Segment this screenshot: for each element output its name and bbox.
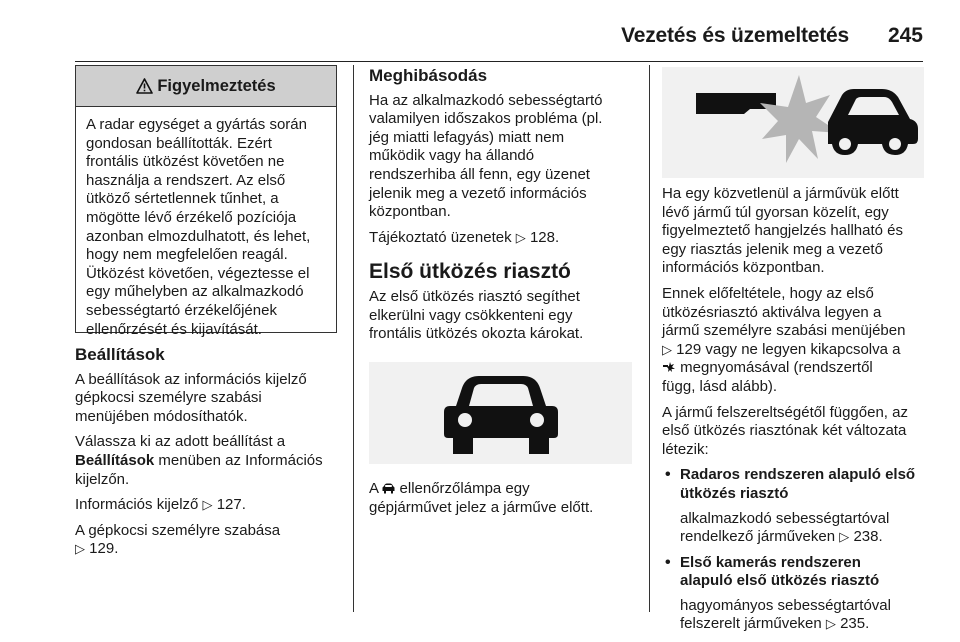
warning-line: frontális ütközést követően ne (86, 153, 285, 171)
collision-icon (662, 67, 924, 178)
paragraph: Válassza ki az adott beállítást a Beállítások menüben az Információs kijelzőn. (75, 433, 323, 488)
collision-illustration (662, 67, 924, 178)
paragraph: Ha egy közvetlenül a járművük előtt lévő jármű túl gyorsan közelít, egy figyelmeztető hangjelzés hallható és egy riasztás jelenik meg a vezető információs központban. (662, 185, 903, 277)
column-divider (649, 65, 650, 612)
page-ref-icon: ▷ (75, 541, 85, 557)
page-header (75, 12, 923, 52)
vehicle-ahead-indicator-image (369, 362, 632, 464)
warning-title: Figyelmeztetés (157, 76, 276, 95)
warning-line: ütköző sértetlennek tűnhet, a (86, 190, 279, 208)
warning-box (75, 65, 337, 338)
paragraph: Ennek előfeltétele, hogy az első ütközésriasztó aktiválva legyen a jármű személyre szabási menüjében ▷ 129 vagy ne legyen kikapcsolva a megnyomásával (rendszertől függ, lásd alább). (662, 284, 906, 395)
cross-reference[interactable]: Információs kijelző ▷ 127. (75, 496, 246, 514)
car-front-icon (369, 362, 632, 464)
section-title-forward-collision-alert: Első ütközés riasztó (369, 260, 571, 284)
paragraph: Az első ütközés riasztó segíthet elkerülni vagy csökkenteni egy frontális ütközés okozta károkat. (369, 287, 584, 343)
page-number: 245 (887, 24, 923, 47)
list-item: • Első kamerás rendszeren alapuló első ütközés riasztó (662, 554, 928, 591)
list-item: • Radaros rendszeren alapuló első ütközés riasztó (662, 466, 928, 503)
right-column (662, 185, 928, 641)
paragraph: A ellenőrzőlámpa egy gépjárművet jelez a járműve előtt. (369, 480, 594, 516)
section-heading-settings: Beállítások (75, 345, 165, 364)
section-heading-malfunction: Meghibásodás (369, 66, 488, 85)
warning-header (76, 66, 336, 107)
warning-text (76, 107, 336, 339)
left-column (75, 346, 345, 566)
cross-reference[interactable]: alkalmazkodó sebességtartóval rendelkező járműveken ▷ 238. (680, 509, 890, 546)
cross-reference[interactable]: Tájékoztató üzenetek ▷ 128. (369, 228, 560, 246)
menu-name-settings: Beállítások (75, 451, 155, 469)
warning-line: sebességtartó érzékelőjének (86, 301, 277, 319)
page-ref-icon: ▷ (839, 529, 850, 545)
page-ref-icon: ▷ (825, 616, 836, 632)
car-front-small-icon (382, 483, 395, 494)
collision-button-icon (662, 361, 676, 373)
header-title: Vezetés és üzemeltetés (621, 24, 849, 47)
paragraph: A beállítások az információs kijelző gépkocsi személyre szabási menüjében módosíthatók. (75, 370, 307, 425)
middle-column (369, 67, 641, 351)
warning-line: hogy nem megfelelően reagál. (86, 246, 288, 264)
warning-line: mögötte lévő érzékelő pozíciója (86, 208, 297, 226)
warning-line: Ütközést követően, végeztesse el (86, 264, 310, 282)
warning-line: használja a rendszert. Az első (86, 171, 286, 189)
middle-column-bottom (369, 480, 641, 524)
warning-line: azonban elmozdulhatott, és lehet, (86, 227, 311, 245)
cross-reference[interactable]: A gépkocsi személyre szabása ▷ 129. (75, 521, 281, 558)
header-rule (75, 61, 923, 62)
page-ref-icon: ▷ (515, 229, 526, 245)
cross-reference[interactable]: hagyományos sebességtartóval felszerelt járműveken ▷ 235. (680, 596, 891, 633)
paragraph: A jármű felszereltségétől függően, az első ütközés riasztónak két változata létezik: (662, 403, 908, 458)
page-ref-icon: ▷ (662, 341, 672, 357)
page-ref-icon: ▷ (202, 497, 213, 513)
paragraph: Ha az alkalmazkodó sebességtartó valamilyen időszakos probléma (pl. jég miatti lefagyás) miatt nem működik vagy ha állandó rendszerhiba áll fenn, egy üzenet jelenik meg a vezető információs központban. (369, 91, 603, 221)
warning-line: gondosan beállították. Ezért (86, 134, 272, 152)
column-divider (353, 65, 354, 612)
warning-triangle-icon (136, 78, 153, 94)
warning-line: ellenőrzését és kijavítását. (86, 320, 262, 338)
warning-line: egy műhelyben az alkalmazkodó (86, 283, 304, 301)
warning-line: A radar egységet a gyártás során (86, 116, 307, 133)
